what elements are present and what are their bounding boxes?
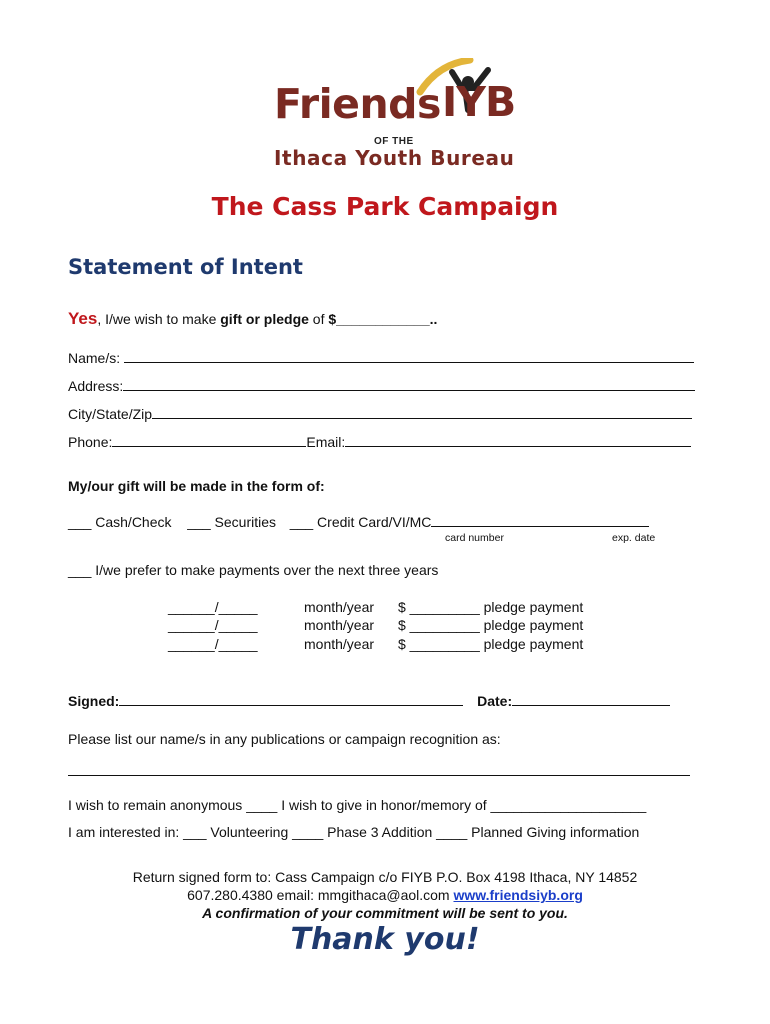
- gift-form-heading: My/our gift will be made in the form of:: [68, 478, 325, 494]
- exp-date-caption: exp. date: [612, 532, 656, 544]
- card-number-caption: card number: [445, 532, 504, 544]
- names-field[interactable]: [124, 361, 694, 363]
- address-row: [68, 378, 695, 394]
- payment-row-3-amount[interactable]: $ _________ pledge payment: [398, 636, 584, 652]
- pledge-text-1: , I/we wish to make: [97, 311, 221, 327]
- payment-row-1-amount[interactable]: $ _________ pledge payment: [398, 599, 584, 615]
- address-field[interactable]: [123, 389, 695, 391]
- email-field[interactable]: [345, 445, 691, 447]
- phone-label: Phone:: [68, 434, 113, 450]
- address-label: Address:: [68, 378, 124, 394]
- payment-row-3-label: month/year: [304, 636, 375, 652]
- website-link[interactable]: www.friendsiyb.org: [453, 887, 583, 903]
- pledge-amount-field[interactable]: $____________..: [328, 311, 438, 327]
- recognition-text: Please list our name/s in any publications or campaign recognition as:: [68, 731, 501, 747]
- signature-row: [68, 693, 670, 709]
- return-address: Return signed form to: Cass Campaign c/o FIYB P.O. Box 4198 Ithaca, NY 14852: [132, 869, 638, 885]
- payment-row-1-date[interactable]: ______/_____: [168, 599, 258, 615]
- gift-options-row: [68, 514, 649, 530]
- payment-row-2-label: month/year: [304, 617, 375, 633]
- city-row: [68, 406, 692, 422]
- logo-iyb-text: IYB: [442, 78, 516, 126]
- pledge-text-2: of: [308, 311, 329, 327]
- names-label: Name/s:: [68, 350, 121, 366]
- interest-line[interactable]: I am interested in: ___ Volunteering ____ Phase 3 Addition ____ Planned Giving information: [68, 824, 640, 840]
- date-label: Date:: [477, 693, 513, 709]
- payments-prefer-option[interactable]: ___ I/we prefer to make payments over the next three years: [68, 562, 439, 578]
- payment-row-2-amount[interactable]: $ _________ pledge payment: [398, 617, 584, 633]
- payment-row-3-date[interactable]: ______/_____: [168, 636, 258, 652]
- section-heading: Statement of Intent: [68, 255, 303, 279]
- payment-row-2-date[interactable]: ______/_____: [168, 617, 258, 633]
- recognition-field[interactable]: [68, 775, 690, 776]
- page-title: The Cass Park Campaign: [211, 192, 559, 221]
- logo-org-name: Ithaca Youth Bureau: [274, 146, 515, 170]
- securities-option[interactable]: ___ Securities: [187, 514, 277, 530]
- phone-field[interactable]: [112, 445, 306, 447]
- date-field[interactable]: [512, 704, 670, 706]
- email-label: Email:: [306, 434, 346, 450]
- confirmation-text: A confirmation of your commitment will be sent to you.: [202, 905, 568, 921]
- pledge-line: [68, 309, 437, 329]
- contact-text: 607.280.4380 email: mmgithaca@aol.com: [187, 887, 454, 903]
- thank-you-text: Thank you!: [290, 922, 480, 957]
- city-label: City/State/Zip: [68, 406, 153, 422]
- signed-label: Signed:: [68, 693, 120, 709]
- payment-row-1-label: month/year: [304, 599, 375, 615]
- friends-iyb-logo: [270, 58, 530, 178]
- pledge-bold: gift or pledge: [220, 311, 309, 327]
- cash-option[interactable]: ___ Cash/Check: [68, 514, 172, 530]
- phone-email-row: [68, 434, 691, 450]
- card-number-field[interactable]: [431, 525, 649, 527]
- signature-field[interactable]: [119, 704, 463, 706]
- city-field[interactable]: [152, 417, 692, 419]
- credit-card-option[interactable]: ___ Credit Card/VI/MC: [289, 514, 432, 530]
- yes-label: Yes: [68, 309, 98, 328]
- anonymous-line[interactable]: I wish to remain anonymous ____ I wish to give in honor/memory of ____________________: [68, 797, 647, 813]
- logo-friends-text: Friends: [274, 80, 441, 128]
- footer: [0, 868, 770, 922]
- names-row: [68, 350, 694, 366]
- contact-line: [0, 886, 770, 904]
- logo-of-the-text: OF THE: [374, 136, 414, 147]
